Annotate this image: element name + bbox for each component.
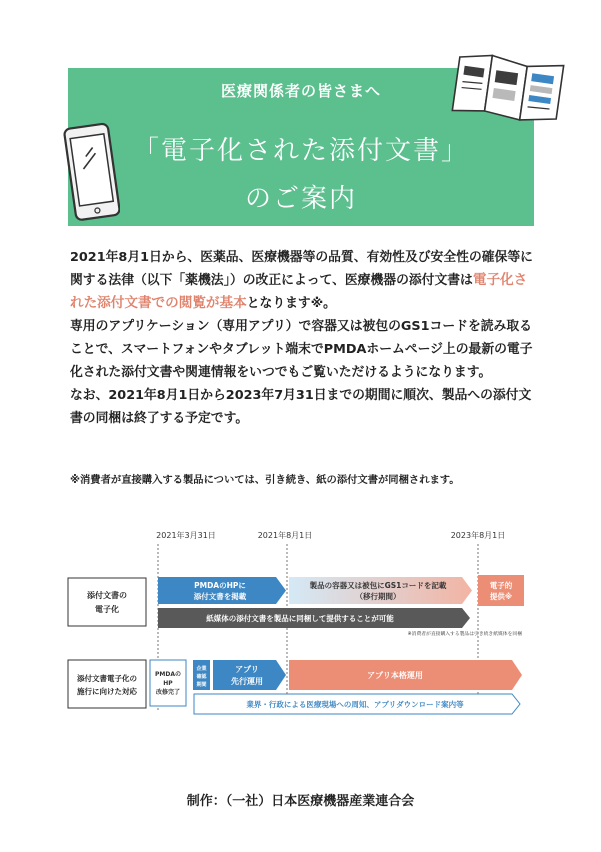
pmda-hp-text-1: PMDAのHPに (194, 581, 246, 590)
paragraph-1-end: となります※。 (246, 296, 336, 311)
date-1: 2021年3月31日 (156, 531, 216, 540)
date-2: 2021年8月1日 (257, 531, 313, 540)
footnote: ※消費者が直接購入する製品については、引き続き、紙の添付文書が同梱されます。 (70, 474, 460, 486)
app-trial-2: 先行運用 (231, 677, 263, 686)
trial-1: 企業 (196, 666, 207, 672)
banner-title: 「電子化された添付文書」 (132, 136, 469, 166)
row2-label-2: 施行に向けた対応 (77, 687, 137, 696)
banner-subtitle: 医療関係者の皆さまへ (220, 82, 381, 100)
electronic-text-1: 電子的 (489, 581, 513, 590)
electronic-text-2: 提供※ (489, 592, 513, 601)
row2-label-1: 添付文書電子化の (77, 674, 137, 683)
pmda-done-3: 改修完了 (155, 689, 181, 696)
row1-label-1: 添付文書の (87, 591, 127, 600)
trial-3: 期間 (196, 682, 207, 688)
paragraph-3: なお、2021年8月1日から2023年7月31日までの期間に順次、製品への添付文書の同梱は終了する予定です。 (70, 388, 532, 426)
row1-label-box (68, 578, 146, 626)
pmda-hp-text-2: 添付文書を掲載 (193, 592, 247, 601)
outreach-text: 業界・行政による医療現場への周知、アプリダウンロード案内等 (246, 700, 464, 709)
paragraph-1-text: 2021年8月1日から、医薬品、医療機器等の品質、有効性及び安全性の確保等に関する法律（以下「薬機法」）の改正によって、医療機器の添付文書は (70, 250, 533, 288)
highlight-text: 電子化された添付文書での閲覧が基本 (70, 272, 528, 311)
pmda-done-1: PMDAの (155, 671, 181, 678)
row2-label-box (68, 660, 146, 708)
paragraph-2: 専用のアプリケーション（専用アプリ）で容器又は被包のGS1コードを読み取ることで、スマートフォンやタブレット端末でPMDAホームページ上の最新の電子化された添付文書や関連情報をいつでもご覧いただけるようになります。 (70, 319, 533, 380)
row1-label-2: 電子化 (95, 605, 119, 614)
gs1-text-2: （移行期間） (355, 592, 401, 601)
gs1-text-1: 製品の容器又は被包にGS1コードを記載 (309, 581, 447, 590)
pmda-done-2: HP (163, 680, 173, 687)
trial-2: 確認 (196, 674, 207, 680)
date-3: 2023年8月1日 (450, 531, 506, 540)
banner-title-line2: のご案内 (244, 184, 357, 214)
credit-line: 制作：（一社）日本医療機器産業連合会 (186, 794, 415, 809)
app-full-text: アプリ本格運用 (367, 671, 423, 680)
electronic-box (478, 575, 524, 606)
paper-small-note: ※消費者が直接購入する製品は引き続き紙媒体を同梱 (407, 632, 522, 637)
paper-text: 紙媒体の添付文書を製品に同梱して提供することが可能 (206, 614, 394, 623)
app-trial-1: アプリ (235, 665, 259, 674)
